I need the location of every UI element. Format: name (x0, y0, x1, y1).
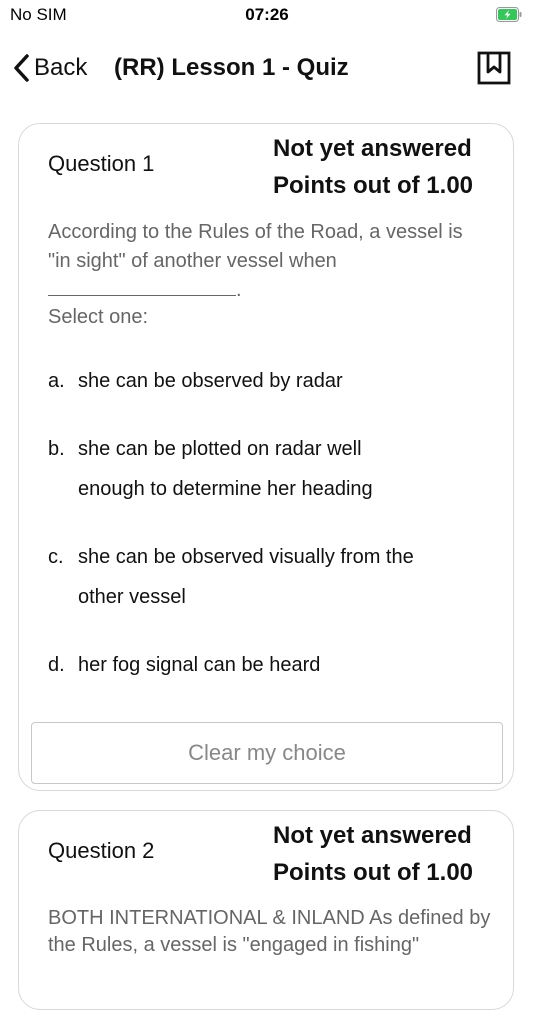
question-header (19, 811, 513, 901)
question-number: Question 1 (48, 151, 155, 176)
question-text-block (48, 218, 488, 305)
answer-text: she can be plotted on radar well enough to determine her heading (78, 438, 373, 500)
select-one-label: Select one: (48, 306, 149, 328)
question-status-block (273, 130, 473, 204)
answer-letter: d. (48, 654, 65, 676)
answer-option-a[interactable] (48, 361, 488, 401)
carrier-label: No SIM (10, 5, 67, 24)
question-text-tail: . (236, 279, 242, 301)
answer-text: she can be observed by radar (78, 370, 343, 392)
question-header (19, 124, 513, 214)
answer-letter: c. (48, 546, 64, 568)
navigation-bar (0, 40, 534, 96)
bookmark-icon[interactable] (476, 50, 512, 86)
question-number: Question 2 (48, 838, 155, 863)
question-text: BOTH INTERNATIONAL & INLAND As defined by the Rules, a vessel is "engaged in fishing" (48, 907, 491, 956)
battery-charging-icon (496, 7, 522, 22)
question-text: According to the Rules of the Road, a vessel is "in sight" of another vessel when (48, 221, 463, 272)
answer-option-d[interactable] (48, 645, 488, 685)
answer-letter: b. (48, 438, 65, 460)
points-label: Points out of 1.00 (273, 172, 474, 199)
answer-option-c[interactable] (48, 537, 488, 617)
answer-status: Not yet answered (273, 135, 472, 162)
question-card (18, 123, 514, 791)
answer-letter: a. (48, 370, 65, 392)
points-label: Points out of 1.00 (273, 859, 474, 886)
back-label: Back (34, 54, 88, 81)
fill-blank-line (48, 278, 236, 296)
answer-text: she can be observed visually from the other vessel (78, 546, 414, 608)
chevron-left-icon (12, 53, 30, 83)
answer-status: Not yet answered (273, 822, 472, 849)
clear-choice-button[interactable]: Clear my choice (31, 722, 503, 784)
question-status-block (273, 817, 473, 891)
answer-option-b[interactable] (48, 429, 488, 509)
status-bar (0, 0, 534, 30)
page-title: (RR) Lesson 1 - Quiz (114, 54, 349, 81)
answer-text: her fog signal can be heard (78, 654, 321, 676)
question-card (18, 810, 514, 1010)
back-button[interactable] (12, 52, 87, 84)
clock: 07:26 (245, 5, 289, 24)
